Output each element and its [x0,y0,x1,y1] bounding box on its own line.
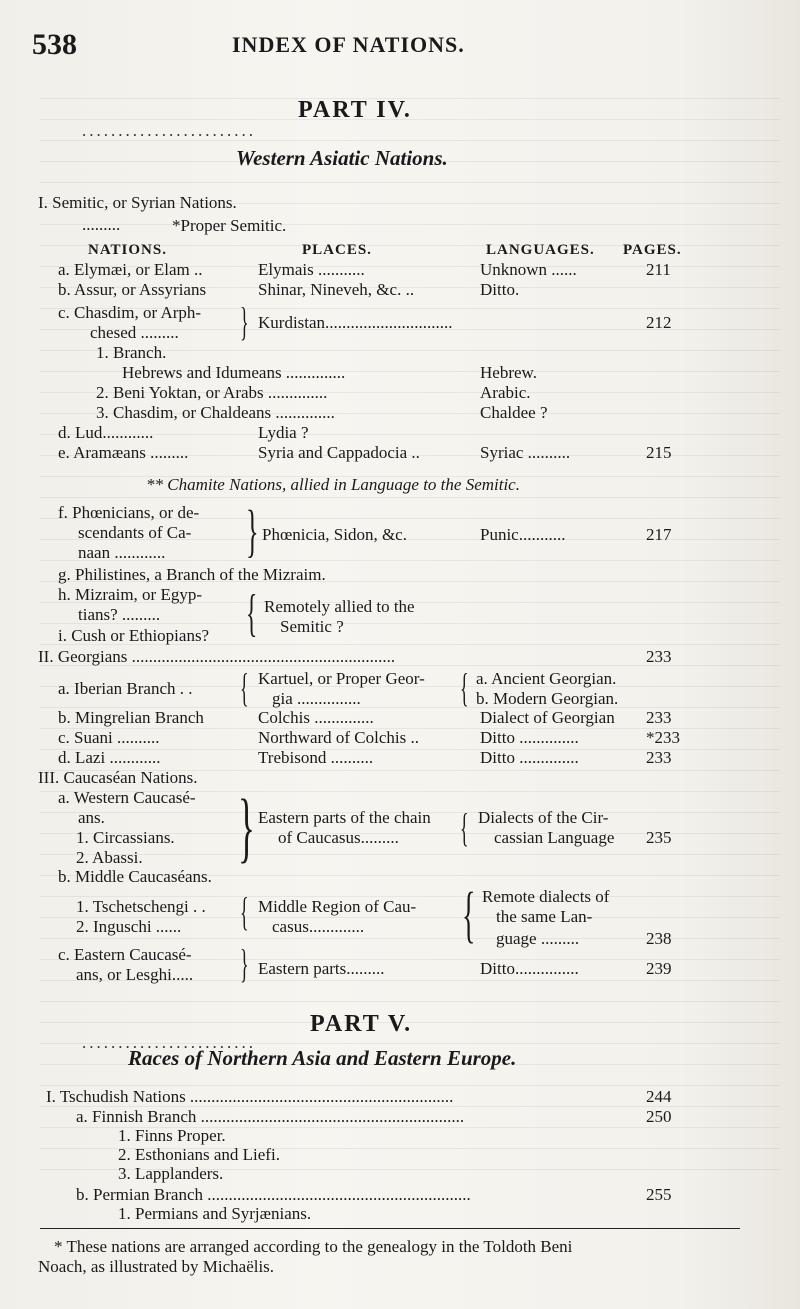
row-place: Kurdistan.............................. [258,313,453,332]
row-nation: 2. Abassi. [76,848,143,867]
row-language: Ditto .............. [480,748,579,767]
section-heading: II. Georgians .............................................................. [38,647,396,666]
row-language: Punic........... [480,525,566,544]
row-place: Remotely allied to the [264,597,415,616]
section-heading: III. Caucaséan Nations. [38,768,198,787]
row-place: gia ............... [272,689,361,708]
row-nation: a. Elymæi, or Elam .. [58,260,203,279]
row-nation: b. Assur, or Assyrians [58,280,207,299]
row-nation: 2. Beni Yoktan, or Arabs .............. [96,383,328,402]
part-v-title: PART V. [310,1011,413,1037]
row-language: Unknown ...... [480,260,577,279]
column-header-languages: LANGUAGES. [486,242,595,258]
column-header-places: PLACES. [302,242,372,258]
row-language: guage ......... [496,929,580,948]
row-place: Syria and Cappadocia .. [258,443,420,462]
row-place: of Caucasus......... [278,828,399,847]
row-nation: d. Lud............ [58,423,154,442]
row-place: Eastern parts of the chain [258,808,431,827]
brace-glyph: } [246,498,259,563]
row-nation: 3. Lapplanders. [118,1164,224,1183]
footnote-rule [40,1228,740,1229]
row-nation: a. Iberian Branch . . [58,679,193,698]
brace-glyph: { [462,881,476,949]
row-nation: 1. Tschetschengi . . [76,897,206,916]
row-nation: ans. [78,808,105,827]
brace-glyph: { [460,805,469,850]
row-language: Chaldee ? [480,403,548,422]
row-language: Remote dialects of [482,887,610,906]
row-nation: c. Suani .......... [58,728,160,747]
row-nation: 1. Circassians. [76,828,175,847]
running-head: INDEX OF NATIONS. [232,32,465,57]
row-place: Middle Region of Cau- [258,897,417,916]
section-heading: I. Semitic, or Syrian Nations. [38,193,237,212]
row-nation: b. Mingrelian Branch [58,708,204,727]
row-language: cassian Language [494,828,615,847]
row-place: Colchis .............. [258,708,374,727]
row-page: 215 [646,443,672,462]
row-nation: 2. Esthonians and Liefi. [118,1145,280,1164]
row-page: 235 [646,828,672,847]
row-page: 239 [646,959,672,978]
row-page: 217 [646,525,672,544]
row-language: Hebrew. [480,363,537,382]
part-iv-subtitle: Western Asiatic Nations. [236,146,448,170]
row-place: Eastern parts......... [258,959,385,978]
row-page: 233 [646,708,672,727]
brace-glyph: { [240,665,249,710]
row-language: b. Modern Georgian. [476,689,619,708]
row-nation: e. Aramæans ......... [58,443,189,462]
row-nation: 1. Finns Proper. [118,1126,226,1145]
row-nation: c. Eastern Caucasé- [58,945,192,964]
dotted-leader: ........................ [82,1034,256,1051]
row-language: a. Ancient Georgian. [476,669,617,688]
brace-glyph: { [460,665,469,710]
row-nation: b. Middle Caucaséans. [58,867,212,886]
row-place: Phœnicia, Sidon, &c. [262,525,407,544]
row-place: Shinar, Nineveh, &c. .. [258,280,415,299]
row-nation: Hebrews and Idumeans .............. [122,363,346,382]
row-language: Syriac .......... [480,443,571,462]
brace-glyph: { [246,585,258,642]
dotted-leader: ........................ [82,122,256,139]
brace-glyph: } [240,941,249,986]
row-page: 250 [646,1107,672,1126]
row-page: 244 [646,1087,672,1106]
row-page: 238 [646,929,672,948]
row-page: *233 [646,728,680,747]
row-place: Northward of Colchis .. [258,728,420,747]
row-language: Arabic. [480,383,531,402]
brace-glyph: } [240,299,249,344]
row-nation: c. Chasdim, or Arph- [58,303,202,322]
row-nation: scendants of Ca- [78,523,192,542]
row-nation: chesed ......... [90,323,179,342]
row-language: Ditto............... [480,959,579,978]
row-nation: g. Philistines, a Branch of the Mizraim. [58,565,326,584]
footnote-line: Noach, as illustrated by Michaëlis. [38,1257,275,1276]
part-v-subtitle: Races of Northern Asia and Eastern Europe. [128,1046,517,1070]
row-page: 212 [646,313,672,332]
row-place: Lydia ? [258,423,309,442]
row-nation: f. Phœnicians, or de- [58,503,200,522]
row-page: 233 [646,748,672,767]
row-nation: 1. Permians and Syrjænians. [118,1204,312,1223]
row-page: 233 [646,647,672,666]
row-page: 211 [646,260,671,279]
row-nation: 1. Branch. [96,343,167,362]
row-nation: b. Permian Branch .............................................................. [76,1185,471,1204]
row-place: Kartuel, or Proper Geor- [258,669,425,688]
row-nation: ans, or Lesghi..... [76,965,194,984]
row-nation: a. Finnish Branch .............................................................. [76,1107,465,1126]
row-nation: d. Lazi ............ [58,748,161,767]
section-heading: I. Tschudish Nations .............................................................. [46,1087,454,1106]
part-iv-title: PART IV. [298,97,412,123]
row-nation: h. Mizraim, or Egyp- [58,585,202,604]
column-header-nations: NATIONS. [88,242,167,258]
row-nation: a. Western Caucasé- [58,788,196,807]
row-place: Semitic ? [280,617,344,636]
footnote-line: * These nations are arranged according to the genealogy in the Toldoth Beni [54,1237,573,1256]
row-place: Trebisond .......... [258,748,374,767]
row-nation: 3. Chasdim, or Chaldeans .............. [96,403,335,422]
row-nation: naan ............ [78,543,166,562]
page-number: 538 [32,28,77,61]
dotted-leader: ......... [82,215,121,234]
row-language: Ditto .............. [480,728,579,747]
row-language: the same Lan- [496,907,593,926]
chamite-heading: ** Chamite Nations, allied in Language to the Semitic. [146,475,520,494]
row-page: 255 [646,1185,672,1204]
row-nation: 2. Inguschi ...... [76,917,182,936]
row-language: Dialect of Georgian [480,708,615,727]
brace-glyph: } [238,783,255,870]
row-nation: i. Cush or Ethiopians? [58,626,210,645]
section-note: *Proper Semitic. [172,216,287,235]
brace-glyph: { [240,889,249,934]
column-header-pages: PAGES. [623,242,682,258]
row-language: Ditto. [480,280,520,299]
row-nation: tians? ......... [78,605,161,624]
row-place: casus............. [272,917,365,936]
row-place: Elymais ........... [258,260,365,279]
row-language: Dialects of the Cir- [478,808,609,827]
